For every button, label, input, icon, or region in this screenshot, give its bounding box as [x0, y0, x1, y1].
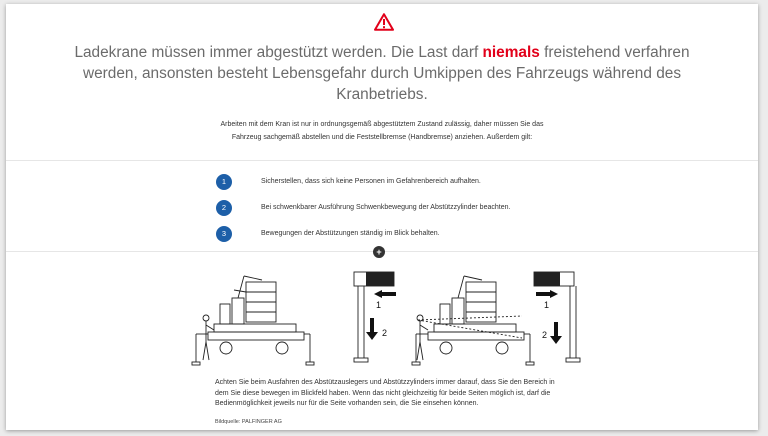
step-text: Sicherstellen, dass sich keine Personen im Gefahrenbereich aufhalten. [261, 178, 481, 185]
illustration-label: 1 [376, 300, 382, 310]
illustration-label: 2 [382, 328, 388, 338]
headline-emphasis: niemals [482, 44, 540, 61]
divider [6, 160, 758, 161]
arrow-down-icon [366, 318, 378, 340]
illustration-caption: Achten Sie beim Ausfahren des Abstützauslegers und Abstützzylinders immer darauf, dass Sie den Bereich in dem Sie diese bewegen im Blickfeld haben. Wenn das nicht gleichzeitig für beide Seiten möglich ist, darf die Bedienmöglichkeit jeweils nur für die Seite vorhanden sein, die Sie einsehen können. [215, 379, 555, 407]
illustration-label: 2 [542, 330, 548, 340]
arrow-left-icon [374, 290, 396, 298]
step-number-badge: 2 [216, 200, 232, 216]
expand-toggle-button[interactable]: + [373, 246, 385, 258]
steps-list [216, 174, 616, 252]
step-number-badge: 3 [216, 226, 232, 242]
truck-crane-drawing-left [192, 276, 314, 365]
person-figure-left [203, 315, 214, 360]
warning-headline: Ladekrane müssen immer abgestützt werden. Die Last darf niemals freistehend verfahren werden, ansonsten besteht Lebensgefahr durch Umkippen des Fahrzeugs während des Kranbetriebs. [74, 44, 690, 103]
outrigger-illustration [186, 262, 586, 374]
list-item [216, 226, 616, 252]
content-page [6, 4, 758, 430]
arrow-down-icon [550, 322, 562, 344]
list-item [216, 174, 616, 200]
intro-paragraph: Arbeiten mit dem Kran ist nur in ordnungsgemäß abgestütztem Zustand zulässig, daher müssen Sie das Fahrzeug sachgemäß abstellen und die Feststellbremse (Handbremse) anziehen. Außerdem gilt: [220, 121, 544, 141]
step-number-badge: 1 [216, 174, 232, 190]
image-source-credit: Bildquelle: PALFINGER AG [215, 419, 282, 425]
illustration-label: 1 [544, 300, 550, 310]
step-text: Bewegungen der Abstützungen ständig im Blick behalten. [261, 230, 440, 237]
truck-crane-drawing-right [412, 276, 534, 365]
arrow-right-icon [536, 290, 558, 298]
step-text: Bei schwenkbarer Ausführung Schwenkbewegung der Abstützzylinder beachten. [261, 204, 511, 211]
list-item [216, 200, 616, 226]
warning-triangle-icon [374, 13, 394, 31]
